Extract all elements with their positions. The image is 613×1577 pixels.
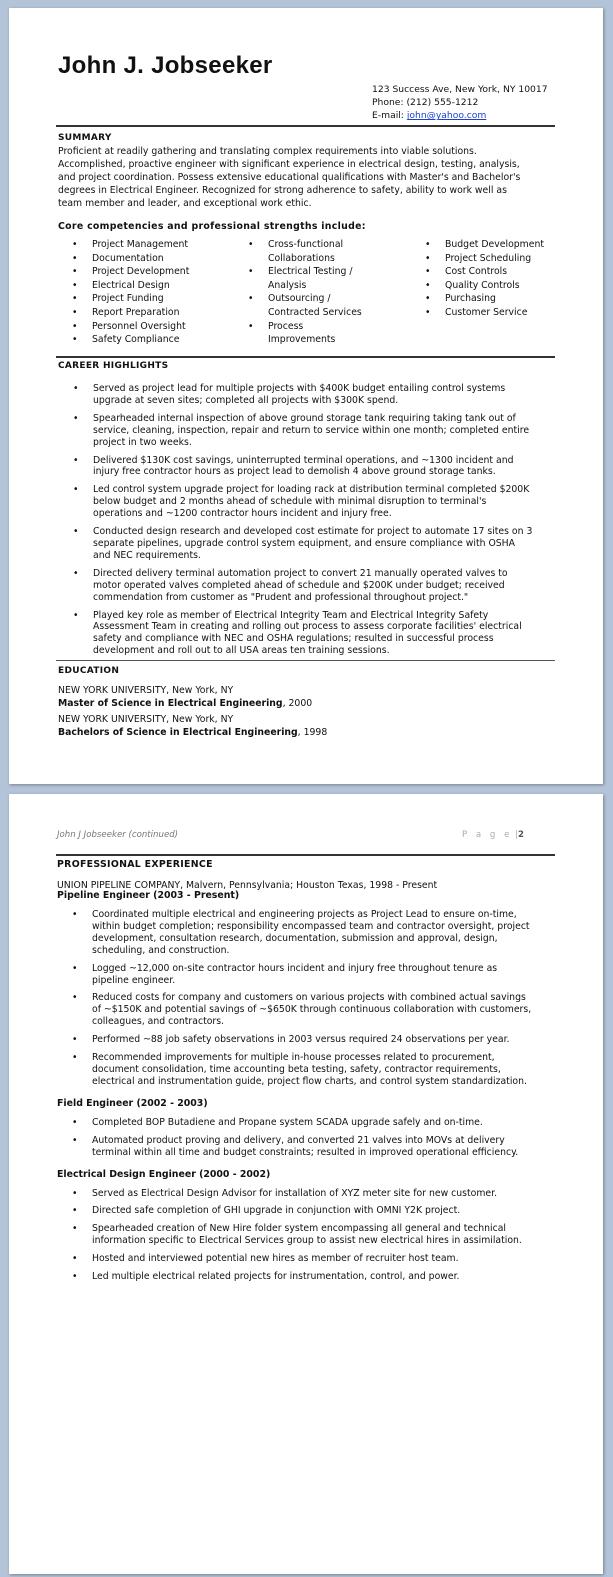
summary-line: Proficient at readily gathering and translating complex requirements into viable solutions. [58, 146, 477, 157]
list-line: Hosted and interviewed potential new hires as member of recruiter host team. [92, 1253, 459, 1265]
email-label: E-mail: [372, 110, 404, 122]
competency-label: Electrical Design [92, 279, 170, 291]
job-title: Pipeline Engineer (2003 - Present) [57, 890, 240, 901]
list-line: colleagues, and contractors. [92, 1016, 225, 1028]
list-line: Spearheaded creation of New Hire folder system encompassing all general and technical [92, 1223, 506, 1235]
competency-item [268, 306, 418, 320]
bullet-icon: • [72, 239, 78, 250]
school-line: NEW YORK UNIVERSITY, New York, NY [58, 685, 234, 696]
bullet-icon: • [72, 320, 78, 332]
summary-text [58, 145, 520, 210]
bullet-icon: • [73, 454, 79, 466]
bullet-icon: • [73, 526, 79, 538]
competency-item [72, 252, 242, 266]
list-item [58, 568, 563, 604]
competency-item [72, 306, 242, 320]
bullet-icon: • [425, 279, 431, 291]
bullet-icon: • [73, 484, 79, 496]
list-line: Performed ~88 job safety observations in 2003 versus required 24 observations per year. [92, 1034, 510, 1046]
bullet-icon: • [72, 252, 78, 264]
list-line: document consolidation, time accounting beta testing, safety, contractor requirements, [92, 1063, 501, 1075]
competency-label: Improvements [268, 334, 336, 346]
list-line: Led control system upgrade project for loading rack at distribution terminal completed $200K [93, 484, 530, 496]
bullet-icon: • [72, 1134, 78, 1146]
bullet-icon: • [248, 239, 254, 250]
list-line: separate pipelines, upgrade control system equipment, and ensure compliance with OSHA [93, 537, 516, 549]
competency-label: Customer Service [445, 306, 528, 318]
contact-block [372, 83, 548, 123]
competency-label: Quality Controls [445, 279, 520, 291]
bullet-icon: • [72, 1116, 78, 1128]
list-item [57, 1223, 567, 1247]
list-line: Served as Electrical Design Advisor for installation of XYZ meter site for new customer. [92, 1187, 498, 1199]
divider [56, 125, 555, 127]
list-item [58, 413, 563, 449]
competency-label: Report Preparation [92, 306, 180, 318]
list-line: Logged ~12,000 on-site contractor hours incident and injury free throughout tenure as [92, 962, 498, 974]
competency-label: Project Development [92, 266, 190, 278]
page-number: 2 [518, 830, 525, 840]
list-item [58, 383, 563, 407]
list-line: service, cleaning, inspection, repair and return to service within one month; completed entire [93, 424, 530, 436]
page-indicator [462, 830, 524, 840]
competency-label: Purchasing [445, 293, 496, 305]
jobs-list [57, 890, 567, 1289]
list-item [57, 1253, 567, 1265]
bullet-icon: • [72, 962, 78, 974]
list-item [58, 610, 563, 658]
competency-label: Process [268, 320, 304, 332]
list-line: Reduced costs for company and customers on various projects with combined actual savings [92, 992, 526, 1004]
bullet-icon: • [72, 992, 78, 1004]
list-item [58, 526, 563, 562]
list-item [57, 1117, 567, 1129]
list-line: within budget completion; responsibility encompassed team and contractor oversight, project [92, 920, 530, 932]
bullet-icon: • [425, 293, 431, 305]
degree-line [58, 698, 327, 711]
address: 123 Success Ave, New York, NY 10017 [372, 84, 548, 95]
list-line: Led multiple electrical related projects for instrumentation, control, and power. [92, 1271, 460, 1283]
bullet-icon: • [248, 293, 254, 305]
divider [56, 660, 555, 661]
bullet-icon: • [72, 306, 78, 318]
list-line: and NEC requirements. [93, 549, 201, 561]
list-line: pipeline engineer. [92, 974, 176, 986]
list-item [57, 1135, 567, 1159]
bullet-icon: • [248, 320, 254, 332]
job-title: Electrical Design Engineer (2000 - 2002) [57, 1168, 271, 1180]
list-line: commendation from customer as "Prudent and professional throughout project." [93, 591, 469, 603]
competency-label: Collaborations [268, 252, 335, 264]
competency-label: Project Scheduling [445, 252, 532, 264]
competency-label: Safety Compliance [92, 334, 180, 346]
page-label: P a g e [462, 830, 513, 840]
competency-label: Electrical Testing / [268, 266, 353, 278]
competency-item [72, 333, 242, 347]
summary-line: team member and leader, and exceptional work ethic. [58, 198, 312, 209]
competency-item [248, 292, 418, 306]
bullet-icon: • [72, 266, 78, 278]
bullet-icon: • [425, 266, 431, 278]
job-bullets [57, 1188, 567, 1283]
competency-item [248, 265, 418, 279]
list-line: Directed delivery terminal automation project to convert 21 manually operated valves to [93, 567, 508, 579]
list-item [57, 1188, 567, 1200]
list-line: Completed BOP Butadiene and Propane system SCADA upgrade safely and on-time. [92, 1116, 483, 1128]
competency-item [425, 306, 595, 320]
competency-label: Project Funding [92, 293, 164, 305]
degree-year: , 1998 [297, 726, 328, 738]
competencies-column-1 [72, 238, 242, 347]
list-item [58, 484, 563, 520]
education-heading: EDUCATION [58, 666, 120, 676]
bullet-icon: • [73, 567, 79, 579]
degree-name: Master of Science in Electrical Engineering [58, 697, 283, 709]
page-separator: | [515, 830, 519, 840]
education-entry [58, 685, 327, 710]
resume-page-2 [9, 794, 603, 1574]
summary-line: Accomplished, proactive engineer with significant experience in electrical design, testing, analysis, [58, 159, 520, 170]
competency-label: Budget Development [445, 239, 544, 250]
school-line: NEW YORK UNIVERSITY, New York, NY [58, 714, 234, 725]
competency-item [268, 333, 418, 347]
competency-label: Documentation [92, 252, 164, 264]
competency-label: Analysis [268, 279, 307, 291]
competency-item [425, 252, 595, 266]
list-line: Recommended improvements for multiple in-house processes related to procurement, [92, 1052, 495, 1064]
summary-line: and project coordination. Possess extensive educational qualifications with Master's and Bachelor's [58, 172, 521, 183]
competency-item [425, 265, 595, 279]
bullet-icon: • [73, 412, 79, 424]
competency-item [425, 279, 595, 293]
resume-page-1 [9, 8, 603, 784]
competencies-column-2 [248, 238, 418, 347]
bullet-icon: • [72, 1253, 78, 1265]
list-line: Automated product proving and delivery, and converted 21 valves into MOVs at delivery [92, 1134, 505, 1146]
job-bullets [57, 1117, 567, 1159]
competency-label: Cost Controls [445, 266, 508, 278]
competency-label: Cross-functional [268, 239, 344, 250]
list-line: upgrade at seven sites; completed all projects with $300K spend. [93, 394, 399, 406]
bullet-icon: • [73, 383, 79, 394]
list-line: Conducted design research and developed cost estimate for project to automate 17 sites on 3 [93, 526, 533, 538]
bullet-icon: • [72, 293, 78, 305]
bullet-icon: • [72, 1271, 78, 1283]
bullet-icon: • [72, 334, 78, 346]
summary-heading: SUMMARY [58, 133, 112, 143]
summary-line: degrees in Electrical Engineer. Recognized for strong adherence to safety, ability to work well as [58, 185, 507, 196]
bullet-icon: • [425, 306, 431, 318]
competency-item [72, 265, 242, 279]
list-item [58, 455, 563, 479]
competency-label: Outsourcing / [268, 293, 331, 305]
job-bullets [57, 909, 567, 1088]
list-item [57, 1271, 567, 1283]
competency-item [425, 238, 595, 252]
list-line: terminal within all time and budget constraints; resulted in improved operational efficiency. [92, 1146, 519, 1158]
list-line: information specific to Electrical Services group to assist new electrical hires in assimilation. [92, 1235, 522, 1247]
bullet-icon: • [72, 1205, 78, 1217]
competency-label: Personnel Oversight [92, 320, 186, 332]
competency-label: Contracted Services [268, 306, 362, 318]
degree-year: , 2000 [282, 697, 313, 709]
phone: Phone: (212) 555-1212 [372, 97, 479, 109]
list-line: Assessment Team in creating and rolling out process to assess corporate facilities' electrical [93, 621, 522, 633]
bullet-icon: • [72, 279, 78, 291]
competency-item [425, 292, 595, 306]
competency-item [72, 279, 242, 293]
competency-item [72, 292, 242, 306]
bullet-icon: • [248, 266, 254, 278]
degree-line [58, 727, 327, 740]
bullet-icon: • [425, 252, 431, 264]
job-title: Field Engineer (2002 - 2003) [57, 1097, 208, 1109]
competencies-heading: Core competencies and professional strengths include: [58, 221, 366, 232]
applicant-name: John J. Jobseeker [58, 52, 273, 79]
bullet-icon: • [425, 239, 431, 250]
list-item [57, 1034, 567, 1046]
list-item [57, 909, 567, 957]
email-line [372, 109, 548, 122]
career-heading: CAREER HIGHLIGHTS [58, 361, 169, 371]
continued-header: John J Jobseeker (continued) [57, 830, 179, 840]
competency-item [248, 320, 418, 334]
divider [56, 854, 555, 856]
competency-item [248, 238, 418, 252]
list-line: project in two weeks. [93, 436, 192, 448]
competency-item [72, 238, 242, 252]
bullet-icon: • [72, 1034, 78, 1046]
list-item [57, 963, 567, 987]
list-item [57, 1205, 567, 1217]
list-line: Spearheaded internal inspection of above ground storage tank requiring taking tank out of [93, 412, 516, 424]
list-line: Directed safe completion of GHI upgrade in conjunction with OMNI Y2K project. [92, 1205, 461, 1217]
list-line: scheduling, and construction. [92, 944, 230, 956]
list-line: injury free contractor hours as project lead to demolish 4 above ground storage tanks. [93, 466, 496, 478]
competencies-column-3 [425, 238, 595, 320]
list-line: safety and compliance with NEC and OSHA regulations; resulted in successful process [93, 633, 494, 645]
email-link[interactable]: john@yahoo.com [406, 110, 487, 122]
competency-item [268, 279, 418, 293]
list-line: Coordinated multiple electrical and engineering projects as Project Lead to ensure on-time, [92, 909, 517, 920]
bullet-icon: • [73, 609, 79, 621]
list-line: operations and ~1200 contractor hours incident and injury free. [93, 508, 392, 520]
competency-item [268, 252, 418, 266]
list-line: Played key role as member of Electrical Integrity Team and Electrical Integrity Safety [93, 609, 489, 621]
list-line: motor operated valves completed ahead of schedule and $200K under budget; received [93, 579, 505, 591]
bullet-icon: • [72, 1187, 78, 1199]
list-item [57, 1052, 567, 1088]
list-line: development, consultation research, documentation, submission and approval, design, [92, 932, 498, 944]
competency-item [72, 320, 242, 334]
list-line: below budget and 2 months ahead of schedule with minimal disruption to terminal's [93, 496, 487, 508]
list-line: of ~$150K and potential savings of ~$650K through continuous collaboration with customers, [92, 1004, 532, 1016]
education-entry [58, 714, 327, 739]
bullet-icon: • [72, 1223, 78, 1235]
degree-name: Bachelors of Science in Electrical Engineering [58, 726, 298, 738]
list-line: Delivered $130K cost savings, uninterrupted terminal operations, and ~1300 incident and [93, 454, 514, 466]
list-line: electrical and instrumentation guide, project flow charts, and control system standardization. [92, 1075, 527, 1087]
experience-heading: PROFESSIONAL EXPERIENCE [57, 859, 213, 870]
career-highlights-list [58, 383, 563, 663]
competency-label: Project Management [92, 239, 189, 250]
company-line: UNION PIPELINE COMPANY, Malvern, Pennsylvania; Houston Texas, 1998 - Present [57, 880, 438, 891]
list-line: Served as project lead for multiple projects with $400K budget entailing control systems [93, 383, 506, 394]
education-list [58, 685, 327, 739]
list-item [57, 992, 567, 1028]
bullet-icon: • [72, 1052, 78, 1064]
list-line: development and roll out to all USA areas ten training sessions. [93, 645, 390, 657]
bullet-icon: • [72, 909, 78, 920]
divider [56, 356, 555, 358]
